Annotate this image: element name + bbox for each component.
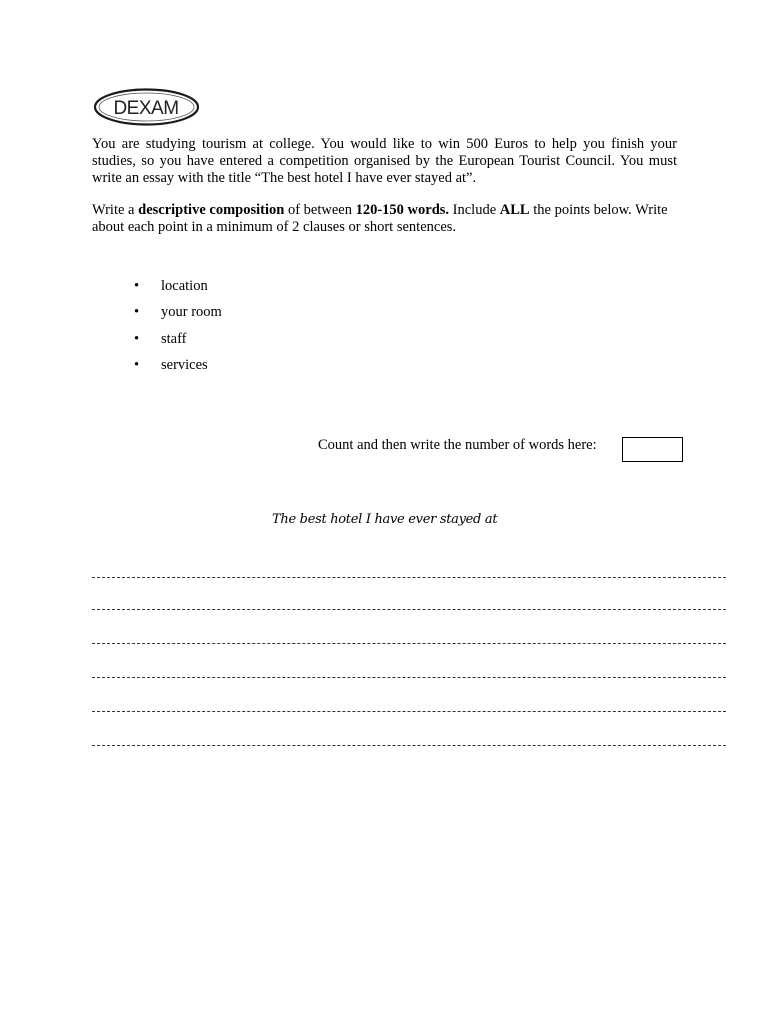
instructions-text: Write a	[92, 202, 139, 218]
point-item-staff: • staff	[134, 331, 222, 357]
instructions-text: Include	[449, 202, 500, 218]
instructions-text: the points below. Write about each point in a minimum of 2 clauses or short sentences.	[92, 202, 668, 235]
writing-line[interactable]	[92, 745, 726, 746]
point-item-location: • location	[134, 278, 222, 304]
writing-line[interactable]	[92, 677, 726, 678]
intro-paragraph: You are studying tourism at college. You would like to win 500 Euros to help you finish your studies, so you have entered a competition organised by the European Tourist Council. You must write an essay with the title “The best hotel I have ever stayed at”.	[92, 136, 677, 186]
logo-text: DEXAM	[113, 98, 179, 119]
writing-line[interactable]	[92, 643, 726, 644]
point-item-services: • services	[134, 357, 222, 383]
word-count-box[interactable]	[622, 437, 683, 462]
instructions-emphasis: 120-150 words.	[355, 202, 450, 218]
instructions-emphasis: ALL	[499, 202, 530, 218]
essay-title: The best hotel I have ever stayed at	[272, 512, 498, 527]
instructions-emphasis: descriptive composition	[138, 202, 285, 218]
instructions-text: of between	[284, 202, 356, 218]
points-list	[134, 278, 222, 383]
word-count-label: Count and then write the number of words here:	[318, 437, 597, 453]
point-item-your-room: • your room	[134, 304, 222, 330]
writing-line[interactable]	[92, 609, 726, 610]
writing-line[interactable]	[92, 711, 726, 712]
instructions-paragraph	[92, 202, 682, 236]
dexam-logo	[93, 87, 200, 127]
writing-line[interactable]	[92, 577, 726, 578]
